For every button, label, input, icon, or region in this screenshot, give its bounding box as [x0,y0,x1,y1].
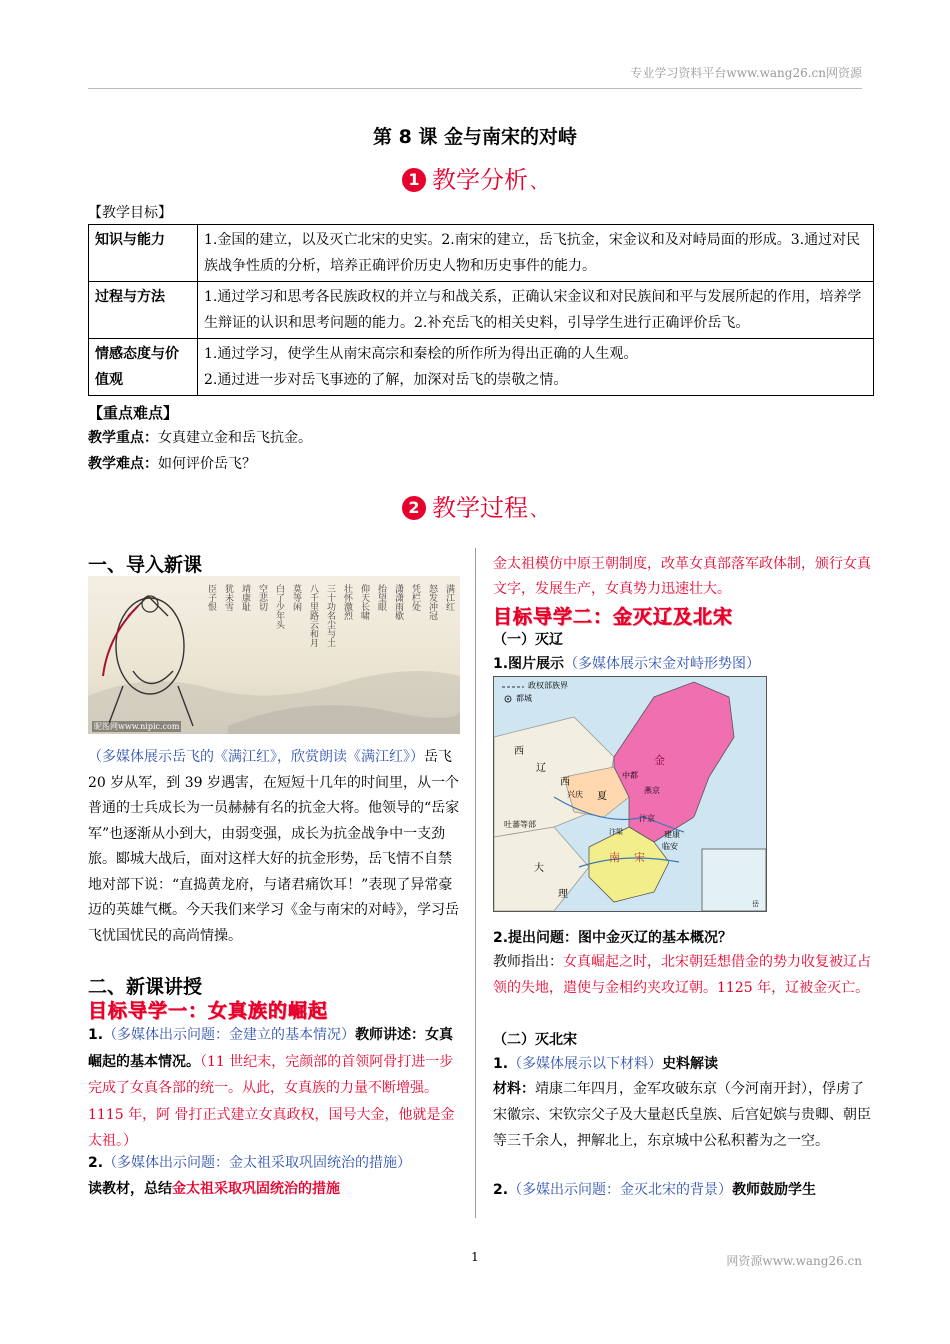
header-platform: 专业学习资料平台www.wang26.cn网资源 [630,66,862,80]
poem-line: 三十功名尘与土 [325,584,335,647]
poem-line: 白了少年头 [274,584,284,629]
last-point-lead: 教师鼓励学生 [732,1182,817,1198]
column-divider [475,548,476,1218]
subheading-destroy-song: （二）灭北宋 [493,1032,577,1048]
map-label: 汴梁 [609,828,623,836]
page-number: 1 [471,1250,479,1264]
jin-taizu-measures: 金太祖模仿中原王朝制度，改革女真部落军政体制，颁行女真文字，发展生产，女真势力迅速壮大。 [493,556,871,597]
keypoints-label: 【重点难点】 [88,404,179,422]
difficulty-label: 教学难点： [88,456,158,472]
point1-media-note: （多媒体出示问题：金建立的基本情况） [103,1027,356,1043]
map-label: 宋 [634,851,645,864]
goal-value [198,339,874,396]
material-media-note: （多媒体展示以下材料） [508,1056,663,1072]
teacher-points-answer: 女真崛起之时，北宋朝廷想借金的势力收复被辽占领的失地，遣使与金相约夹攻辽朝。1125 年，辽被金灭亡。 [493,954,871,996]
header-divider [88,88,862,89]
song-jin-map [493,676,767,912]
point1-answer: （11 世纪末，完颜部的首领阿骨打进一步完成了女真各部的统一。从此，女真族的力量不断增强。1115 年，阿 骨打正式建立女真政权，国号大金，他就是金太祖。） [88,1053,455,1149]
point1-lead: 教师讲述： [355,1027,426,1043]
material-label: 材料： [493,1081,535,1097]
poem-columns [206,584,454,694]
map-label: 燕京 [644,786,660,795]
poem-line: 抬望眼 [376,584,386,611]
table-row [89,282,874,339]
tick-decoration-icon: 、 [530,500,548,521]
map-label: 金 [654,754,665,767]
intro-text: 岳飞 20 岁从军，到 39 岁遇害，在短短十几年的时间里，从一个普通的士兵成长为一员赫赫有名的抗金大将。他领导的“岳家军”也逐渐从小到大，由弱变强，成长为抗金战争中一支劲旅。郾城大战后，面对这样大好的抗金形势，岳飞情不自禁地对部下说：“直捣黄龙府，与诸君痛饮耳！”表现了异常豪迈的英雄气概。今天我们来学习《金与南宋的对峙》，学习岳飞忧国忧民的高尚情操。 [88,749,460,944]
map-label: 南 [609,851,620,864]
target-heading-1: 目标导学一：女真族的崛起 [88,1000,329,1022]
section-heading-process [0,488,950,523]
map-label: 理 [558,889,568,900]
focus-text: 女真建立金和岳飞抗金。 [158,430,312,446]
teacher-points-lead: 教师指出： [493,954,563,970]
poem-line: 满江红 [444,584,454,611]
map-label: 建康 [664,830,680,839]
map-label: 岳 [752,900,759,908]
picture-media-note: （多媒体展示宋金对峙形势图） [564,656,761,672]
section-label: 教学过程 [432,494,528,522]
picture-label: 1.图片展示 [493,656,565,672]
goal-value: 1.金国的建立，以及灭亡北宋的史实。2.南宋的建立，岳飞抗金，宋金议和及对峙局面的形成。3.通过对民族战争性质的分析，培养正确评价历史人物和历史事件的能力。 [198,225,874,282]
section-number-badge: 1 [402,168,426,192]
poem-line: 空悲切 [257,584,267,611]
poem-line: 怒发冲冠 [427,584,437,620]
poem-line: 莫等闲 [291,584,301,611]
focus-label: 教学重点： [88,430,158,446]
section-number-badge: 2 [402,496,426,520]
poem-line: 凭栏处 [410,584,420,611]
map-label: 西 [514,746,524,757]
map-label: 辽 [536,763,546,774]
intro-media-note: （多媒体展示岳飞的《满江红》，欣赏朗读《满江红》） [88,749,424,765]
new-lesson-heading: 二、新课讲授 [88,976,203,998]
goal-key: 知识与能力 [89,225,198,282]
point1-paragraph [88,1022,464,1155]
difficulty-text: 如何评价岳飞？ [158,456,256,472]
intro-paragraph [88,745,464,949]
subheading-destroy-liao: （一）灭辽 [493,632,563,648]
point1-number: 1. [88,1027,104,1043]
poem-line: 仰天长啸 [359,584,369,620]
point2-answer: 金太祖采取巩固统治的措施 [172,1181,340,1197]
intro-heading: 一、导入新课 [88,554,203,576]
goals-label: 【教学目标】 [88,205,172,221]
map-label: 临安 [662,842,678,851]
map-label: 中都 [622,771,638,780]
image-watermark: 昵图网www.nipic.com [94,722,180,731]
material-number: 1. [493,1056,509,1072]
page-title: 第 8 课 金与南宋的对峙 [372,126,578,148]
map-legend-capital: 都城 [516,694,532,703]
goal-value-line: 1.通过学习，使学生从南宋高宗和秦桧的所作所为得出正确的人生观。 [204,346,638,362]
table-row [89,225,874,282]
point2-paragraph [88,1150,464,1202]
poem-line: 靖康耻 [240,584,250,611]
goal-key: 情感态度与价值观 [89,339,198,396]
picture-display-line [493,652,874,676]
poem-line: 八千里路云和月 [308,584,318,647]
goal-value-line: 2.通过进一步对岳飞事迹的了解，加深对岳飞的崇敬之情。 [204,372,568,388]
goal-key: 过程与方法 [89,282,198,339]
question-line: 2.提出问题：图中金灭辽的基本概况？ [493,930,733,946]
material-heading: 史料解读 [662,1056,719,1072]
yuefei-poem-image [88,576,460,734]
map-label: 西 [560,777,570,788]
material-paragraph [493,1076,874,1154]
map-label: 夏 [597,791,607,802]
target-heading-2: 目标导学二：金灭辽及北宋 [493,606,734,628]
goals-table [88,224,874,396]
poem-line: 臣子恨 [206,584,216,611]
section-heading-analysis [0,160,950,195]
section-label: 教学分析 [432,166,528,194]
map-label: 汴京 [639,814,655,823]
map-graphic [494,677,766,911]
last-point-number: 2. [493,1182,509,1198]
map-label: 大 [534,863,544,874]
table-row [89,339,874,396]
point2-lead: 读教材，总结 [88,1181,172,1197]
point1-subhead: 女真崛起的基本情况。 [88,1027,454,1070]
poem-line: 犹未雪 [223,584,233,611]
last-point-line [493,1178,874,1202]
footer-site: 网资源www.wang26.cn [726,1254,862,1268]
point2-media-note: （多媒体出示问题：金太祖采取巩固统治的措施） [103,1155,412,1171]
last-point-media-note: （多媒出示问题：金灭北宋的背景） [508,1182,733,1198]
difficulty-line [88,452,256,476]
teacher-points-paragraph [493,950,874,1001]
poem-line: 潇潇雨歇 [393,584,403,620]
map-label: 兴庆 [567,790,583,799]
focus-line [88,426,312,450]
point2-number: 2. [88,1155,104,1171]
material-intro-line [493,1052,874,1076]
material-text: 靖康二年四月，金军攻破东京（今河南开封），俘虏了宋徽宗、宋钦宗父子及大量赵氏皇族、后宫妃嫔与贵卿、朝臣等三千余人，押解北上，东京城中公私积蓄为之一空。 [493,1081,871,1149]
goal-value: 1.通过学习和思考各民族政权的并立与和战关系，正确认宋金议和对民族间和平与发展所起的作用，培养学生辩证的认识和思考问题的能力。2.补充岳飞的相关史料，引导学生进行正确评价岳飞。 [198,282,874,339]
tick-decoration-icon: 、 [530,172,548,193]
map-legend-border: 政权部族界 [528,681,568,690]
poem-line: 壮怀激烈 [342,584,352,620]
map-label: 吐蕃等部 [504,820,536,829]
